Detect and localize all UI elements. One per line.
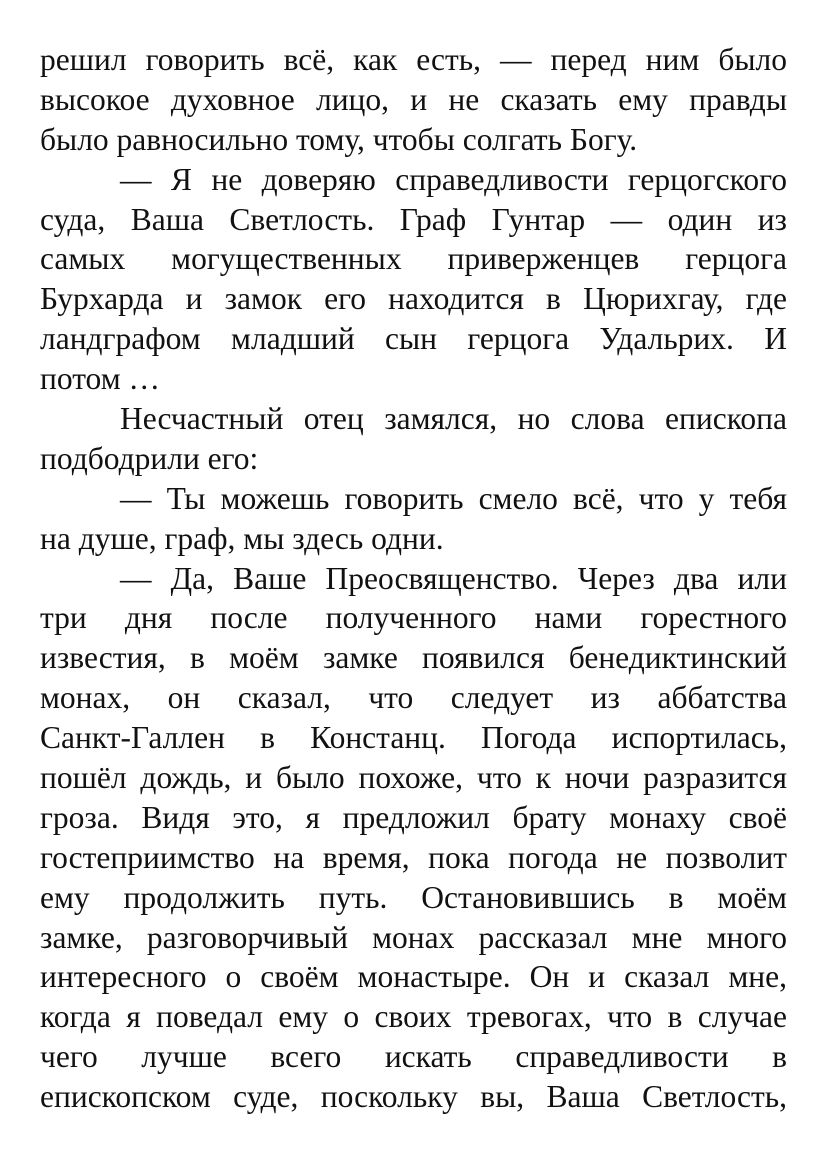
- text-line: решил говорить всё, как есть, — перед ним было: [40, 42, 787, 77]
- text-line: ему продолжить путь. Остановившись в моём: [40, 879, 787, 915]
- text-line: чего лучше всего искать справедливости в: [40, 1039, 787, 1075]
- text-line: епископском суде, поскольку вы, Ваша Светлость,: [40, 1079, 787, 1115]
- text-line: — Да, Ваше Преосвященство. Через два или: [120, 560, 787, 596]
- text-line: монах, он сказал, что следует из аббатства: [40, 680, 787, 716]
- text-line: Бурхарда и замок его находится в Цюрихгау, где: [40, 281, 787, 317]
- text-line: суда, Ваша Светлость. Граф Гунтар — один из: [40, 201, 787, 237]
- text-line: — Ты можешь говорить смело всё, что у тебя: [120, 480, 787, 516]
- text-line: пошёл дождь, и было похоже, что к ночи разразится: [40, 760, 787, 796]
- text-line: гостеприимство на время, пока погода не позволит: [40, 839, 787, 875]
- text-line: замке, разговорчивый монах рассказал мне много: [40, 919, 787, 955]
- text-line: три дня после полученного нами горестного: [40, 600, 787, 636]
- text-line: Санкт-Галлен в Констанц. Погода испортилась,: [40, 720, 787, 756]
- text-line: Несчастный отец замялся, но слова епископа: [120, 401, 787, 437]
- text-line: высокое духовное лицо, и не сказать ему правды: [40, 81, 787, 117]
- text-line: — Я не доверяю справедливости герцогского: [120, 161, 787, 197]
- text-line: интересного о своём монастыре. Он и сказал мне,: [40, 959, 787, 995]
- text-line: известия, в моём замке появился бенедиктинский: [40, 640, 787, 676]
- document-page: [40, 40, 787, 1117]
- text-line: потом …: [40, 361, 161, 397]
- text-line: было равносильно тому, чтобы солгать Богу.: [40, 121, 638, 157]
- text-line: ландграфом младший сын герцога Удальрих. И: [40, 321, 787, 357]
- text-line: на душе, граф, мы здесь одни.: [40, 520, 444, 556]
- text-line: самых могущественных приверженцев герцога: [40, 241, 787, 277]
- text-line: подбодрили его:: [40, 440, 259, 476]
- text-line: когда я поведал ему о своих тревогах, что в случае: [40, 999, 787, 1035]
- text-line: гроза. Видя это, я предложил брату монаху своё: [40, 799, 787, 835]
